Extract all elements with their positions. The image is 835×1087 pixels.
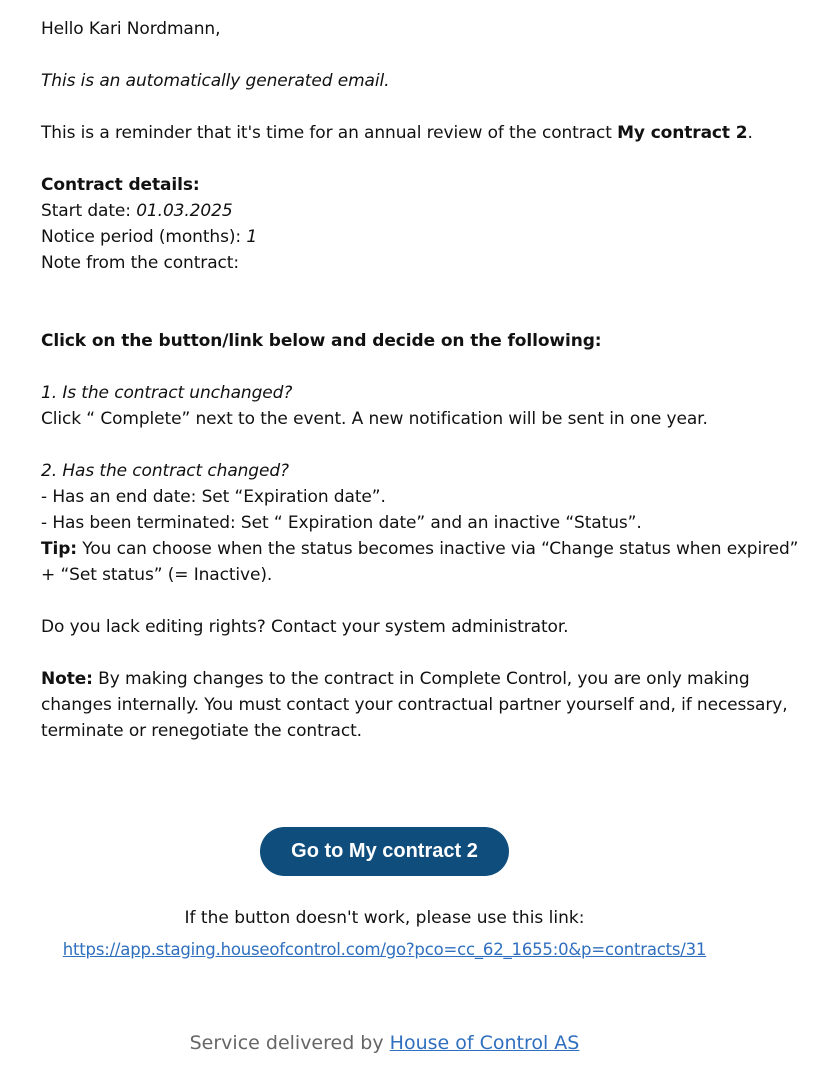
email-body	[41, 16, 801, 744]
tip-label: Tip:	[41, 539, 77, 559]
fallback-link[interactable]: https://app.staging.houseofcontrol.com/go?pco=cc_62_1655:0&p=contracts/31	[62, 940, 707, 959]
question-changed: 2. Has the contract changed?	[41, 461, 289, 481]
instructions-heading: Click on the button/link below and decide on the following:	[41, 331, 602, 351]
greeting: Hello Kari Nordmann,	[41, 19, 221, 39]
contract-name: My contract 2	[617, 123, 748, 143]
notice-period-line	[41, 224, 801, 250]
note-label: Note:	[41, 669, 93, 689]
cta-container	[0, 827, 769, 876]
note-paragraph	[41, 666, 801, 744]
note-text: By making changes to the contract in Complete Control, you are only making changes internally. You must contact your contractual partner yourself and, if necessary, terminate or renegotiate the contract.	[41, 669, 788, 741]
changed-terminated: - Has been terminated: Set “ Expiration date” and an inactive “Status”.	[41, 513, 642, 533]
fallback-text: If the button doesn't work, please use this link:	[184, 908, 585, 928]
reminder-end: .	[747, 123, 753, 143]
changed-end-date: - Has an end date: Set “Expiration date”.	[41, 487, 386, 507]
reminder-text: This is a reminder that it's time for an annual review of the contract	[41, 123, 618, 143]
start-date-label: Start date:	[41, 201, 137, 221]
editing-rights-notice: Do you lack editing rights? Contact your system administrator.	[41, 617, 569, 637]
details-heading: Contract details:	[41, 175, 200, 195]
reminder-paragraph	[41, 120, 801, 146]
footer	[0, 1029, 769, 1057]
start-date-value: 01.03.2025	[136, 201, 233, 221]
question-unchanged: 1. Is the contract unchanged?	[41, 383, 293, 403]
house-of-control-link[interactable]: House of Control AS	[389, 1032, 580, 1054]
tip-paragraph	[41, 536, 801, 588]
auto-notice: This is an automatically generated email.	[41, 71, 390, 91]
contract-note-label: Note from the contract:	[41, 253, 239, 273]
answer-unchanged: Click “ Complete” next to the event. A new notification will be sent in one year.	[41, 409, 708, 429]
tip-text: You can choose when the status becomes inactive via “Change status when expired” + “Set status” (= Inactive).	[41, 539, 799, 585]
notice-period-label: Notice period (months):	[41, 227, 247, 247]
fallback-section	[0, 905, 769, 963]
footer-text: Service delivered by	[189, 1032, 390, 1054]
notice-period-value: 1	[246, 227, 258, 247]
go-to-contract-button[interactable]: Go to My contract 2	[260, 827, 509, 876]
start-date-line	[41, 198, 801, 224]
